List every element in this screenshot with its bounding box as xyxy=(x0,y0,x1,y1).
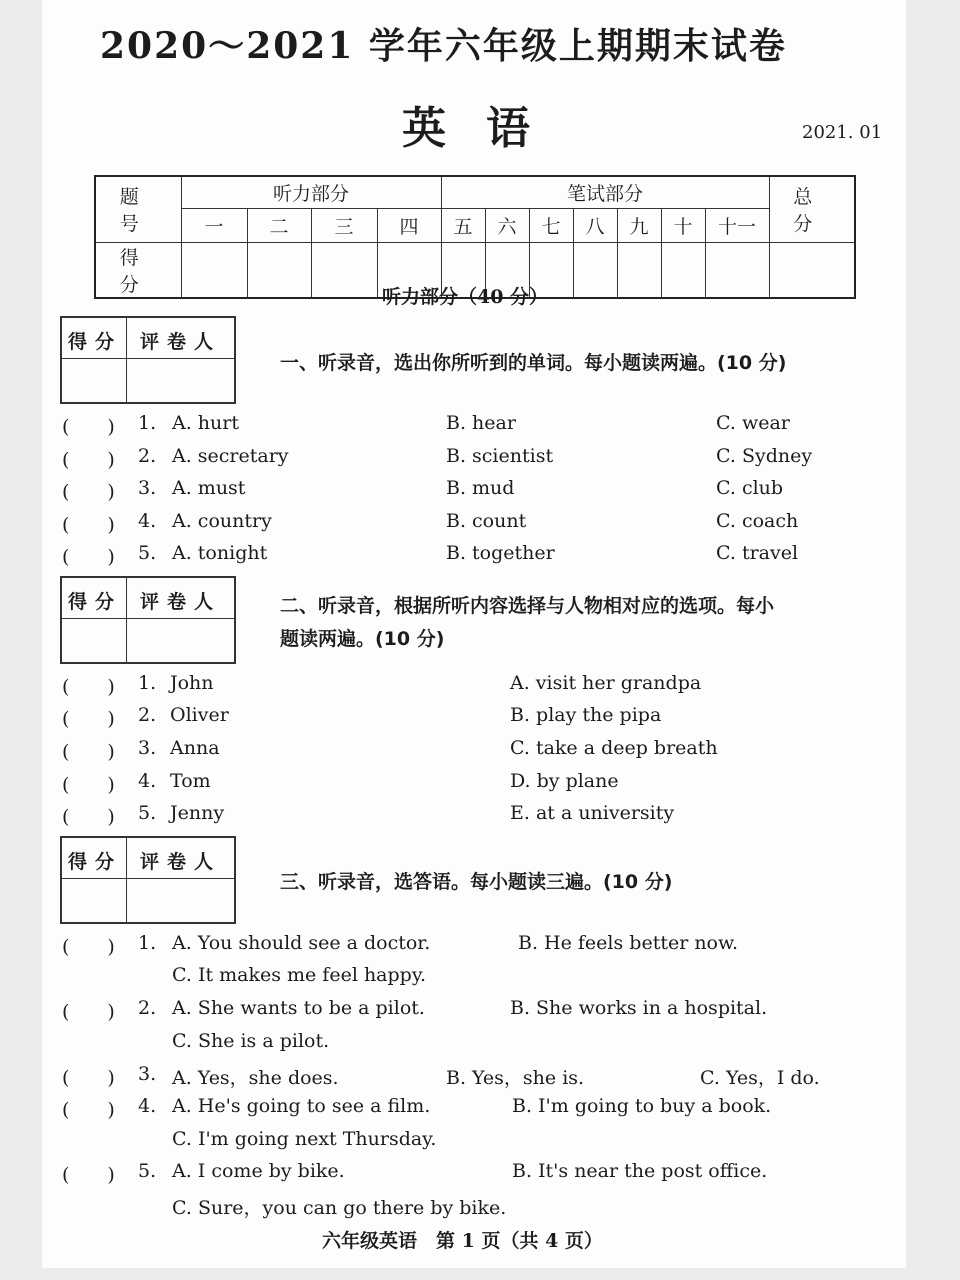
page-footer: 六年级英语 第 1 页（共 4 页） xyxy=(322,1230,603,1252)
score-cell[interactable] xyxy=(705,242,769,298)
answer-blank[interactable]: ( ) xyxy=(62,416,115,438)
question-number: 1. xyxy=(138,412,157,434)
option-b: B. hear xyxy=(446,412,516,434)
match-option: C. take a deep breath xyxy=(510,737,718,759)
question-number: 3. xyxy=(138,477,157,499)
score-table xyxy=(94,175,856,299)
answer-blank[interactable]: ( ) xyxy=(62,676,115,698)
option-b: B. mud xyxy=(446,477,515,499)
score-col: 六 xyxy=(485,208,529,242)
option-a: A. must xyxy=(172,477,246,499)
score-cell[interactable] xyxy=(181,242,247,298)
question-number: 5. xyxy=(138,1160,157,1182)
option-b: B. count xyxy=(446,510,527,532)
option-b: B. Yes，she is. xyxy=(446,1067,585,1089)
question-number: 3. xyxy=(138,737,157,759)
option-c: C. I'm going next Thursday. xyxy=(172,1128,437,1150)
question-number: 4. xyxy=(138,510,157,532)
score-col: 十 xyxy=(661,208,705,242)
option-b: B. scientist xyxy=(446,445,554,467)
option-a: A. She wants to be a pilot. xyxy=(172,997,425,1019)
score-col: 八 xyxy=(573,208,617,242)
score-cell[interactable] xyxy=(661,242,705,298)
answer-blank[interactable]: ( ) xyxy=(62,708,115,730)
question-number: 4. xyxy=(138,770,157,792)
listening-section-title: 听力部分（40 分） xyxy=(382,286,549,308)
option-b: B. together xyxy=(446,542,555,564)
option-b: B. He feels better now. xyxy=(518,932,739,954)
score-col: 二 xyxy=(247,208,311,242)
score-col: 三 xyxy=(311,208,377,242)
answer-blank[interactable]: ( ) xyxy=(62,1164,115,1186)
score-listening-header: 听力部分 xyxy=(181,176,441,208)
option-c: C. It makes me feel happy. xyxy=(172,964,427,986)
question-number: 5. xyxy=(138,542,157,564)
option-a: A. He's going to see a film. xyxy=(172,1095,431,1117)
answer-blank[interactable]: ( ) xyxy=(62,936,115,958)
answer-blank[interactable]: ( ) xyxy=(62,774,115,796)
option-c: C. travel xyxy=(716,542,799,564)
person-name: Oliver xyxy=(170,704,229,726)
answer-blank[interactable]: ( ) xyxy=(62,1067,115,1089)
grader-score-label: 得分 xyxy=(68,851,123,873)
option-a: A. hurt xyxy=(172,412,239,434)
score-col: 四 xyxy=(377,208,441,242)
option-a: A. I come by bike. xyxy=(172,1160,345,1182)
question-number: 5. xyxy=(138,802,157,824)
score-col: 十一 xyxy=(705,208,769,242)
score-col: 一 xyxy=(181,208,247,242)
answer-blank[interactable]: ( ) xyxy=(62,806,115,828)
option-a: A. You should see a doctor. xyxy=(172,932,431,954)
answer-blank[interactable]: ( ) xyxy=(62,481,115,503)
option-a: A. tonight xyxy=(172,542,268,564)
score-label-number: 题 号 xyxy=(95,176,181,242)
exam-date: 2021. 01 xyxy=(802,122,883,143)
option-c: C. club xyxy=(716,477,784,499)
answer-blank[interactable]: ( ) xyxy=(62,741,115,763)
question-number: 2. xyxy=(138,997,157,1019)
exam-title: 2020～2021 学年六年级上期期末试卷 xyxy=(100,25,787,67)
grader-score-label: 得分 xyxy=(68,331,123,353)
score-cell[interactable] xyxy=(311,242,377,298)
match-option: E. at a university xyxy=(510,802,675,824)
question-number: 1. xyxy=(138,672,157,694)
question-number: 2. xyxy=(138,704,157,726)
person-name: Tom xyxy=(170,770,211,792)
subject-title: 英语 xyxy=(402,103,570,154)
option-c: C. coach xyxy=(716,510,799,532)
option-c: C. Sure，you can go there by bike. xyxy=(172,1197,507,1219)
option-b: B. She works in a hospital. xyxy=(510,997,768,1019)
grader-reviewer-label: 评卷人 xyxy=(140,851,222,873)
option-b: B. I'm going to buy a book. xyxy=(512,1095,772,1117)
option-c: C. wear xyxy=(716,412,790,434)
option-a: A. Yes，she does. xyxy=(172,1067,339,1089)
score-total-header: 总 分 xyxy=(769,176,855,242)
score-col: 九 xyxy=(617,208,661,242)
grader-box[interactable] xyxy=(60,576,236,664)
score-col: 五 xyxy=(441,208,485,242)
part3-heading: 三、听录音，选答语。每小题读三遍。(10 分) xyxy=(280,871,673,893)
grader-score-label: 得分 xyxy=(68,591,123,613)
option-a: A. country xyxy=(172,510,272,532)
score-cell[interactable] xyxy=(247,242,311,298)
option-c: C. She is a pilot. xyxy=(172,1030,330,1052)
score-col: 七 xyxy=(529,208,573,242)
question-number: 3. xyxy=(138,1063,157,1085)
option-c: C. Yes，I do. xyxy=(700,1067,820,1089)
score-cell[interactable] xyxy=(769,242,855,298)
grader-box[interactable] xyxy=(60,316,236,404)
grader-box[interactable] xyxy=(60,836,236,924)
answer-blank[interactable]: ( ) xyxy=(62,546,115,568)
option-c: C. Sydney xyxy=(716,445,813,467)
answer-blank[interactable]: ( ) xyxy=(62,449,115,471)
person-name: John xyxy=(170,672,214,694)
option-a: A. secretary xyxy=(172,445,289,467)
score-writing-header: 笔试部分 xyxy=(441,176,769,208)
grader-reviewer-label: 评卷人 xyxy=(140,591,222,613)
score-cell[interactable] xyxy=(573,242,617,298)
question-number: 4. xyxy=(138,1095,157,1117)
answer-blank[interactable]: ( ) xyxy=(62,1099,115,1121)
answer-blank[interactable]: ( ) xyxy=(62,1001,115,1023)
part1-heading: 一、听录音，选出你所听到的单词。每小题读两遍。(10 分) xyxy=(280,352,787,374)
match-option: B. play the pipa xyxy=(510,704,662,726)
question-number: 2. xyxy=(138,445,157,467)
option-b: B. It's near the post office. xyxy=(512,1160,768,1182)
question-number: 1. xyxy=(138,932,157,954)
score-label-score: 得 分 xyxy=(95,242,181,298)
answer-blank[interactable]: ( ) xyxy=(62,514,115,536)
grader-reviewer-label: 评卷人 xyxy=(140,331,222,353)
match-option: D. by plane xyxy=(510,770,619,792)
person-name: Jenny xyxy=(170,802,225,824)
match-option: A. visit her grandpa xyxy=(510,672,702,694)
score-cell[interactable] xyxy=(617,242,661,298)
person-name: Anna xyxy=(170,737,220,759)
part2-heading: 二、听录音，根据所听内容选择与人物相对应的选项。每小 xyxy=(280,595,775,617)
part2-heading-cont: 题读两遍。(10 分) xyxy=(280,628,445,650)
